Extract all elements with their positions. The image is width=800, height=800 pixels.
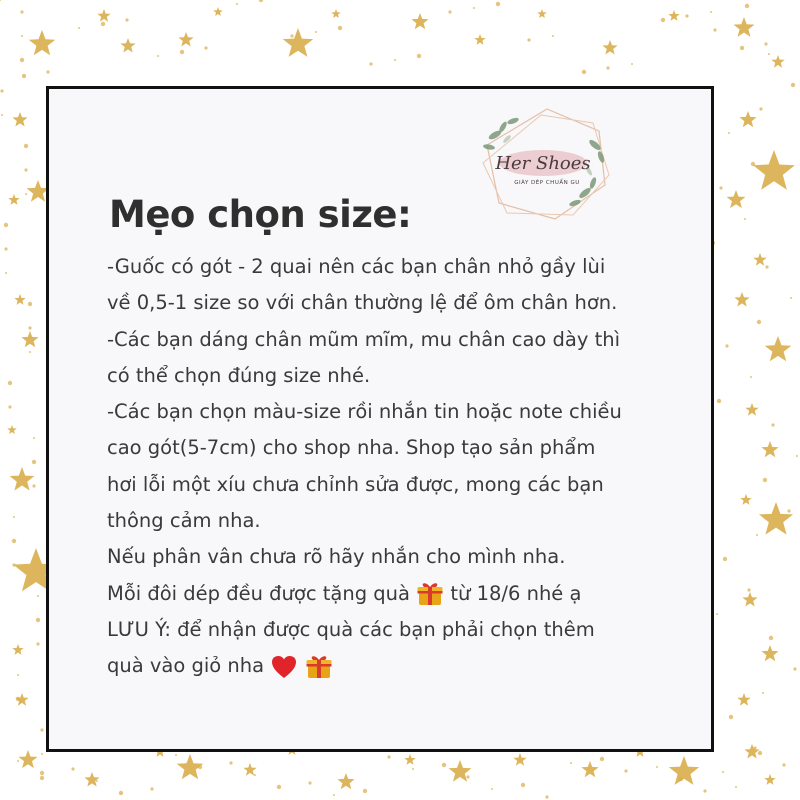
glitter-dot: [21, 35, 23, 37]
gold-star: [178, 32, 193, 47]
glitter-dot: [745, 4, 749, 8]
gold-star: [537, 9, 547, 18]
glitter-dot: [448, 10, 451, 13]
glitter-dot: [747, 588, 750, 591]
glitter-dot: [624, 769, 627, 772]
glitter-dot: [787, 509, 790, 512]
gold-star: [764, 774, 775, 785]
gold-star: [7, 425, 17, 434]
glitter-dot: [600, 757, 604, 761]
gold-star: [474, 34, 485, 45]
glitter-dot: [521, 783, 525, 787]
glitter-dot: [254, 774, 256, 776]
logo-tagline: GIÀY DÉP CHUẨN GU: [514, 180, 580, 186]
glitter-dot: [369, 62, 372, 65]
tip-line: -Các bạn dáng chân mũm mĩm, mu chân cao dày thì: [107, 327, 621, 351]
glitter-dot: [119, 791, 123, 795]
glitter-dot: [763, 478, 767, 482]
glitter-dot: [466, 775, 469, 778]
glitter-dot: [790, 297, 792, 299]
tip-line: -Các bạn chọn màu-size rồi nhắn tin hoặc note chiều: [107, 400, 622, 424]
gold-star: [213, 7, 223, 16]
gold-star: [737, 693, 750, 706]
glitter-dot: [582, 70, 586, 74]
glitter-dot: [753, 746, 756, 749]
glitter-dot: [125, 18, 128, 21]
tip-line: cao gót(5-7cm) cho shop nha. Shop tạo sản phẩm: [107, 436, 596, 460]
glitter-dot: [552, 35, 554, 37]
gold-star: [668, 10, 679, 21]
gold-star: [19, 750, 38, 768]
glitter-dot: [8, 381, 12, 385]
gold-star: [283, 28, 313, 57]
glitter-dot: [1, 114, 3, 116]
glitter-dot: [28, 326, 31, 329]
glitter-dot: [527, 38, 530, 41]
glitter-dot: [37, 595, 39, 597]
gold-star: [753, 253, 766, 266]
gold-star: [331, 9, 341, 18]
glitter-dot: [315, 31, 317, 33]
glitter-dot: [756, 534, 758, 536]
glitter-dot: [713, 28, 716, 31]
gold-star: [745, 403, 758, 416]
gold-star: [404, 754, 415, 765]
glitter-dot: [180, 50, 184, 54]
glitter-dot: [762, 692, 764, 694]
glitter-dot: [606, 66, 609, 69]
gold-star: [10, 467, 35, 491]
glitter-dot: [229, 761, 232, 764]
glitter-dot: [765, 265, 768, 268]
gold-star: [765, 336, 792, 361]
glitter-dot: [290, 34, 293, 37]
gold-star: [12, 112, 27, 127]
glitter-dot: [661, 18, 665, 22]
glitter-dot: [0, 0, 1, 1]
glitter-dot: [8, 405, 11, 408]
tip-line: về 0,5-1 size so với chân thường lệ để ôm chân hơn.: [107, 291, 618, 315]
glitter-dot: [40, 776, 44, 780]
glitter-dot: [719, 186, 722, 189]
glitter-dot: [101, 22, 105, 26]
glitter-dot: [25, 193, 27, 195]
gold-star: [734, 292, 749, 307]
glitter-dot: [20, 10, 23, 13]
gold-star: [761, 441, 778, 457]
tip-line: -Guốc có gót - 2 quai nên các bạn chân nhỏ gầy lùi: [107, 255, 606, 278]
glitter-dot: [198, 765, 202, 769]
glitter-dot: [41, 753, 43, 755]
gold-star: [411, 13, 428, 29]
glitter-dot: [656, 766, 658, 768]
glitter-dot: [308, 781, 311, 784]
glitter-dot: [0, 89, 3, 92]
glitter-dot: [24, 144, 28, 148]
gold-star: [602, 40, 617, 55]
glitter-dot: [722, 771, 724, 773]
gold-star: [742, 592, 757, 607]
gift-icon: [416, 580, 444, 608]
glitter-dot: [631, 63, 633, 65]
glitter-dot: [78, 27, 80, 29]
glitter-dot: [29, 351, 31, 353]
glitter-dot: [768, 53, 770, 55]
glitter-dot: [782, 763, 785, 766]
glitter-dot: [12, 539, 16, 543]
glitter-dot: [333, 794, 335, 796]
glitter-dot: [740, 46, 744, 50]
heart-icon: [270, 653, 298, 681]
gold-star: [727, 190, 746, 208]
glitter-dot: [157, 55, 159, 57]
gold-star: [740, 494, 751, 505]
gold-star: [759, 502, 793, 535]
glitter-dot: [791, 83, 795, 87]
tip-line: hơi lỗi một xíu chưa chỉnh sửa được, mong các bạn: [107, 472, 604, 496]
glitter-dot: [40, 728, 43, 731]
gift-icon: [305, 653, 333, 681]
glitter-dot: [744, 218, 746, 220]
glitter-dot: [150, 787, 153, 790]
gold-star: [8, 194, 19, 205]
glitter-dot: [750, 376, 752, 378]
glitter-dot: [33, 437, 35, 439]
gold-star: [14, 294, 25, 305]
tip-line: Nếu phân vân chưa rõ hãy nhắn cho mình nha.: [107, 545, 566, 569]
glitter-dot: [96, 780, 98, 782]
logo-brand: Her Shoes: [495, 153, 591, 174]
tip-line: LƯU Ý: để nhận được quà các bạn phải chọn thêm: [107, 617, 595, 641]
tip-line: quà vào giỏ nha: [107, 648, 707, 684]
glitter-dot: [22, 74, 26, 78]
glitter-dot: [36, 642, 39, 645]
glitter-dot: [417, 54, 421, 58]
glitter-dot: [259, 0, 263, 2]
glitter-dot: [5, 272, 7, 274]
glitter-dot: [412, 768, 414, 770]
gold-star: [669, 756, 699, 785]
glitter-dot: [32, 484, 35, 487]
glitter-dot: [442, 763, 446, 767]
tips-card: [46, 86, 714, 752]
glitter-dot: [204, 46, 207, 49]
glitter-dot: [729, 715, 733, 719]
glitter-dot: [20, 58, 24, 62]
gold-star: [744, 744, 759, 759]
glitter-dot: [338, 26, 342, 30]
glitter-dot: [4, 223, 8, 227]
glitter-dot: [363, 789, 367, 793]
tip-line: Mỗi đôi dép đều được tặng quà từ 18/6 nhé ạ: [107, 576, 707, 612]
her-shoes-logo: [477, 105, 617, 225]
glitter-dot: [4, 247, 7, 250]
glitter-dot: [17, 760, 19, 762]
glitter-dot: [710, 11, 712, 13]
glitter-dot: [764, 42, 767, 45]
gold-star: [97, 9, 110, 22]
glitter-dot: [735, 786, 737, 788]
glitter-dot: [17, 674, 19, 676]
tip-line: có thể chọn đúng size nhé.: [107, 363, 371, 387]
glitter-dot: [758, 751, 762, 755]
glitter-dot: [717, 399, 721, 403]
tip-line: thông cảm nha.: [107, 509, 261, 533]
page-title: Mẹo chọn size:: [109, 193, 412, 236]
gold-star: [581, 761, 598, 777]
glitter-dot: [16, 697, 20, 701]
glitter-dot: [394, 59, 396, 61]
glitter-dot: [491, 788, 493, 790]
glitter-dot: [473, 7, 475, 9]
glitter-dot: [751, 162, 755, 166]
glitter-dot: [728, 132, 730, 134]
glitter-dot: [679, 777, 683, 781]
glitter-dot: [13, 516, 15, 518]
gold-star: [771, 55, 784, 68]
glitter-dot: [24, 168, 27, 171]
glitter-dot: [685, 14, 688, 17]
glitter-dot: [277, 785, 281, 789]
glitter-dot: [725, 344, 728, 347]
glitter-dot: [796, 455, 798, 457]
glitter-dot: [32, 460, 36, 464]
gold-star: [29, 30, 56, 55]
glitter-dot: [769, 636, 773, 640]
gold-star: [753, 150, 795, 190]
glitter-dot: [387, 755, 390, 758]
glitter-dot: [703, 789, 706, 792]
glitter-dot: [71, 767, 74, 770]
gold-star: [734, 17, 755, 37]
glitter-dot: [759, 107, 762, 110]
glitter-dot: [716, 613, 718, 615]
gold-star: [513, 753, 526, 766]
gold-star: [12, 644, 23, 655]
glitter-dot: [545, 795, 548, 798]
glitter-dot: [757, 320, 761, 324]
gold-star: [337, 773, 354, 789]
glitter-dot: [496, 2, 500, 6]
glitter-dot: [28, 302, 32, 306]
glitter-dot: [771, 423, 774, 426]
gold-star: [761, 645, 778, 661]
glitter-dot: [570, 762, 572, 764]
gold-star: [243, 763, 256, 776]
glitter-dot: [723, 557, 727, 561]
glitter-dot: [793, 667, 796, 670]
gold-star: [120, 38, 135, 53]
glitter-dot: [40, 771, 44, 775]
gold-star: [84, 772, 99, 787]
glitter-dot: [12, 563, 15, 566]
glitter-dot: [46, 70, 49, 73]
glitter-dot: [236, 3, 238, 5]
tips-list: [107, 249, 707, 685]
gold-star: [739, 111, 756, 127]
glitter-dot: [36, 618, 40, 622]
glitter-dot: [175, 754, 177, 756]
gold-star: [21, 331, 38, 347]
